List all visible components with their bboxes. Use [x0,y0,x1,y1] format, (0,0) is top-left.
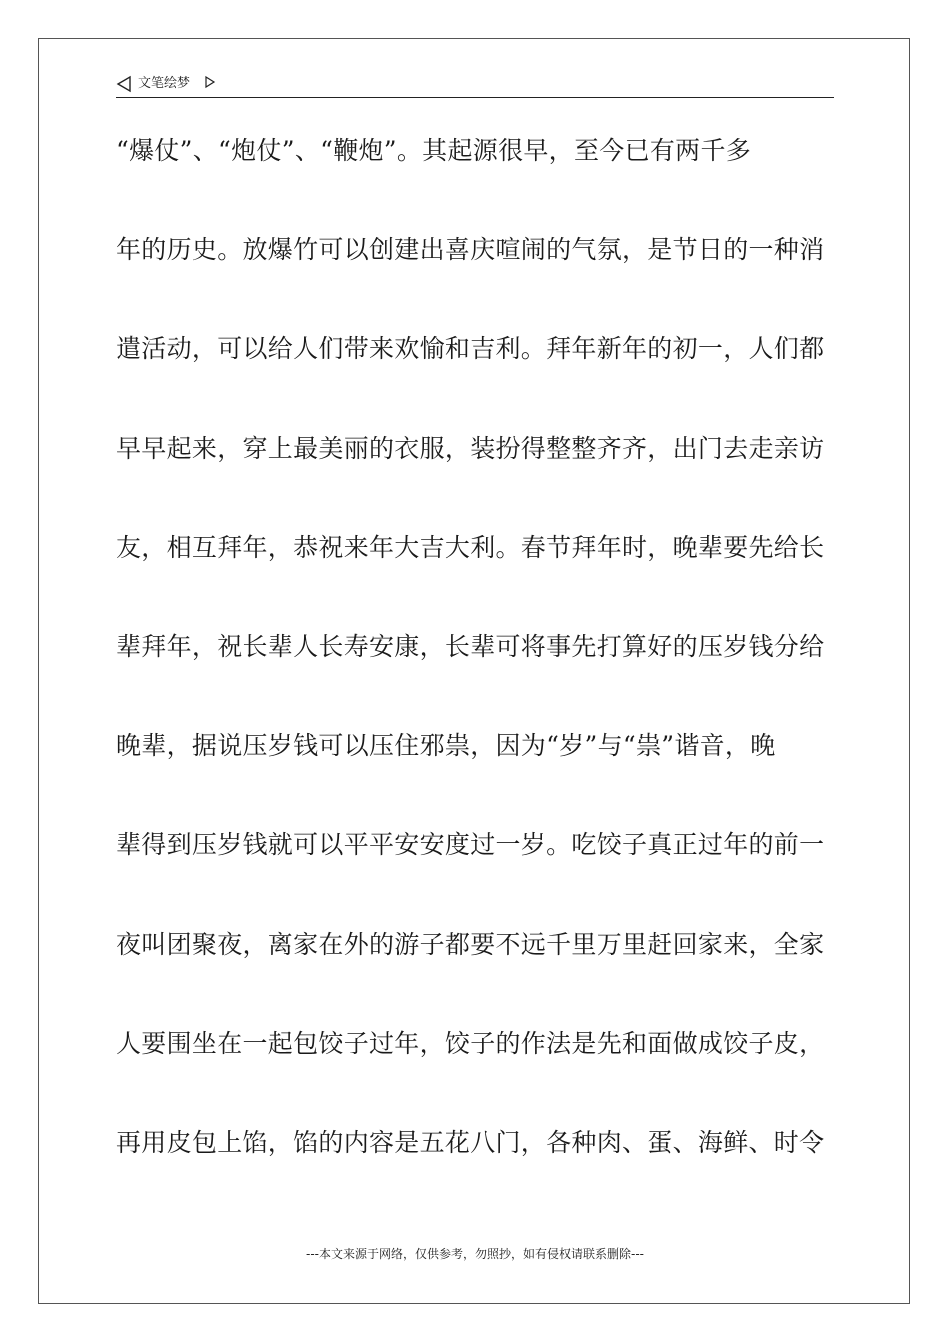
text-line: 辈拜年，祝长辈人长寿安康，长辈可将事先打算好的压岁钱分给 [116,631,825,661]
text-line: 年的历史。放爆竹可以创建出喜庆喧闹的气氛，是节日的一种消 [116,235,825,265]
text-line: 遣活动，可以给人们带来欢愉和吉利。拜年新年的初一，人们都 [116,334,825,364]
document-body [116,126,846,1217]
text-line: 人要围坐在一起包饺子过年，饺子的作法是先和面做成饺子皮， [116,1028,825,1058]
text-line: “爆仗”、“炮仗”、“鞭炮”。其起源很早，至今已有两千多 [116,136,752,165]
text-line: 再用皮包上馅，馅的内容是五花八门，各种肉、蛋、海鲜、时令 [116,1127,825,1157]
page-header [116,72,834,98]
page-footer: ---本文来源于网络，仅供参考，勿照抄，如有侵权请联系删除--- [306,1247,644,1261]
text-line: 晚辈，据说压岁钱可以压住邪祟，因为“岁”与“祟”谐音，晚 [116,731,776,761]
text-line: 友，相互拜年，恭祝来年大吉大利。春节拜年时，晚辈要先给长 [116,532,825,562]
text-line: 夜叫团聚夜，离家在外的游子都要不远千里万里赶回家来，全家 [116,929,825,959]
right-triangle-icon [204,75,216,89]
text-line: 早早起来，穿上最美丽的衣服，装扮得整整齐齐，出门去走亲访 [116,433,825,463]
header-title: 文笔绘梦 [138,76,191,91]
text-line: 辈得到压岁钱就可以平平安安度过一岁。吃饺子真正过年的前一 [116,830,825,860]
left-triangle-icon [116,75,132,93]
